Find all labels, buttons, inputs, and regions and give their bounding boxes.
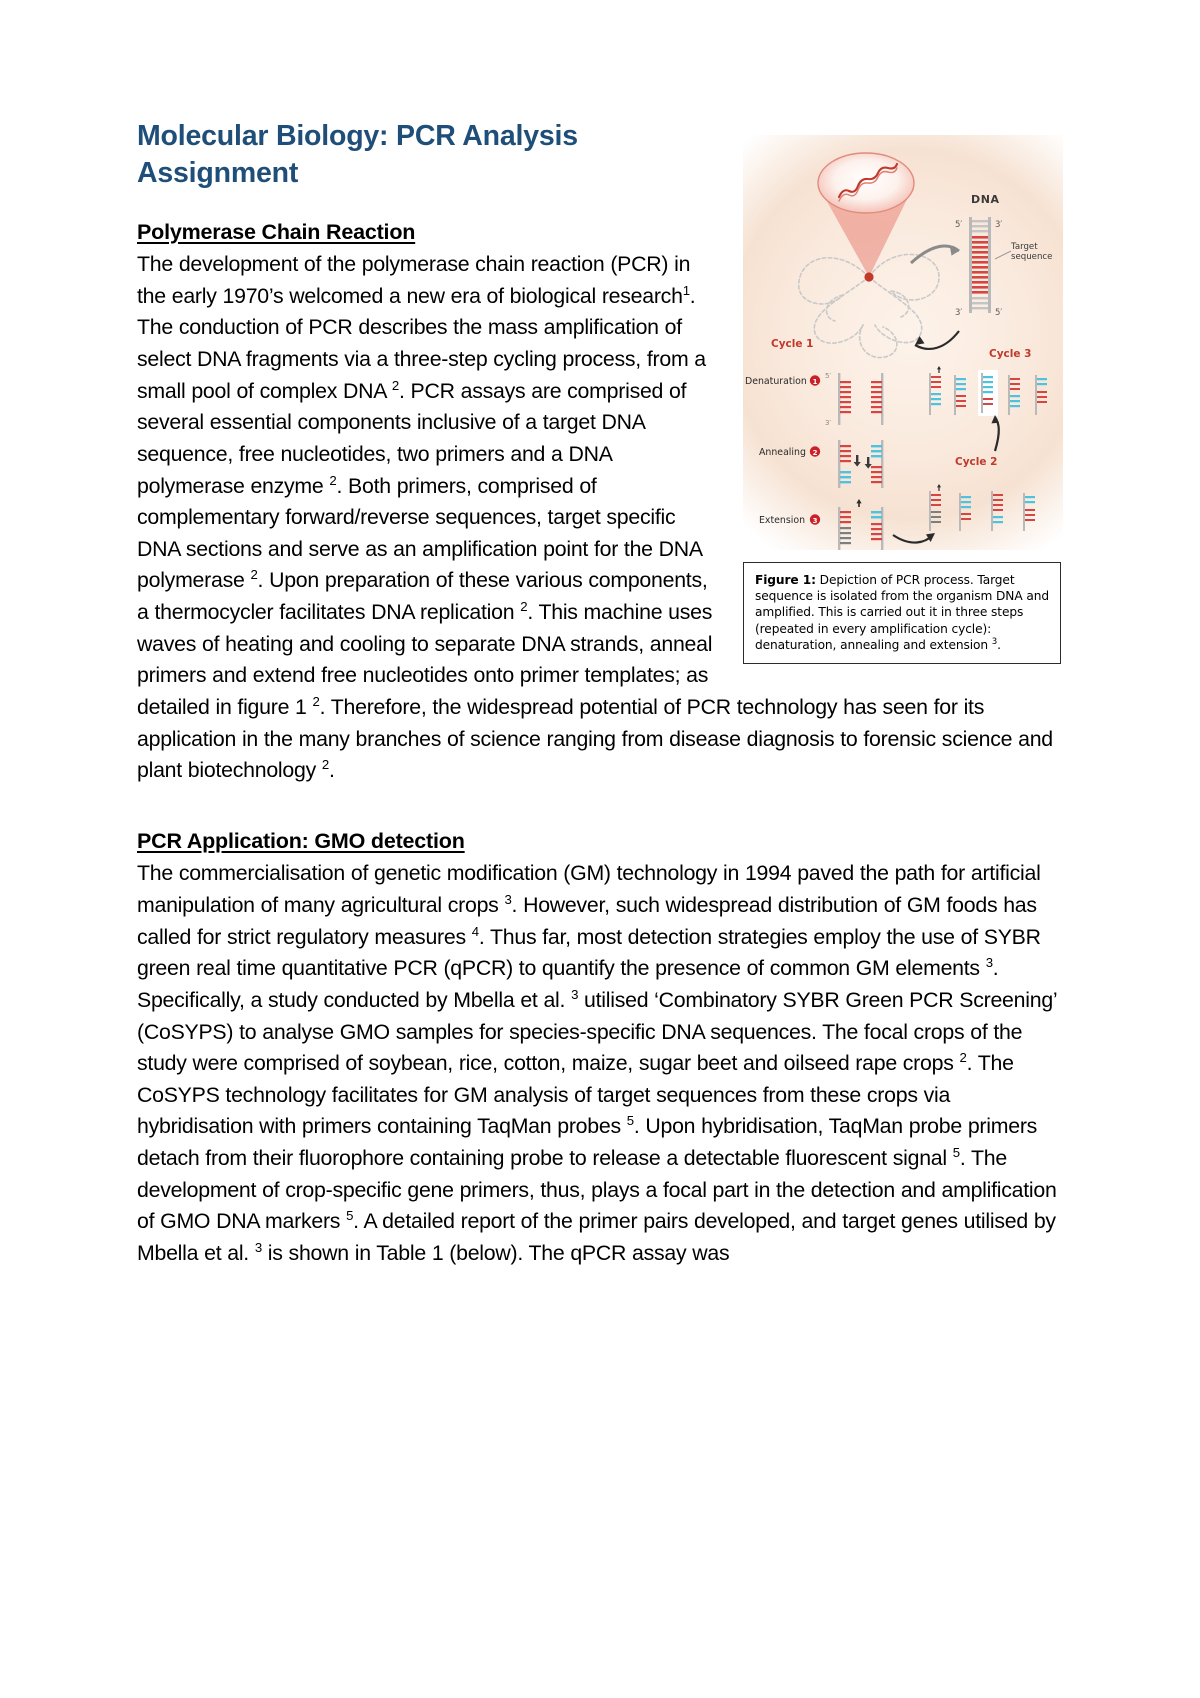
figure-caption-citation: 3 <box>991 636 998 647</box>
citation-marker: 5 <box>346 1208 354 1224</box>
citation-marker: 3 <box>985 955 993 971</box>
svg-text:Annealing: Annealing <box>759 447 806 458</box>
citation-marker: 2 <box>959 1050 967 1066</box>
svg-text:2: 2 <box>812 448 818 457</box>
pcr-process-diagram <box>743 135 1063 550</box>
figure-1 <box>743 135 1063 664</box>
citation-marker: 2 <box>312 693 320 709</box>
figure-caption: Figure 1: Depiction of PCR process. Target sequence is isolated from the organism DNA and amplified. This is carried out it in three steps (repeated in every amplification cycle): denaturation, annealing and extension $^3$. <box>743 562 1061 664</box>
citation-marker: 3 <box>254 1239 262 1255</box>
section-heading-polymerase-chain-reaction: Polymerase Chain Reaction <box>137 219 416 244</box>
citation-marker: 2 <box>391 377 399 393</box>
svg-text:Cycle 3: Cycle 3 <box>989 348 1032 360</box>
svg-text:sequence: sequence <box>1011 252 1053 262</box>
svg-text:Extension: Extension <box>759 515 806 526</box>
svg-text:Cycle 2: Cycle 2 <box>955 456 998 468</box>
citation-marker: 2 <box>321 757 329 773</box>
figure-caption-text: Depiction of PCR process. Target sequence is isolated from the organism DNA and amplified. This is carried out it in three steps (repeated in every amplification cycle): denaturation, annealing and extension <box>755 573 1049 652</box>
svg-text:Denaturation: Denaturation <box>745 376 807 387</box>
figure-caption-label: Figure 1: <box>755 573 816 587</box>
citation-marker: 3 <box>504 891 512 907</box>
section-heading-pcr-application-gmo-detection: PCR Application: GMO detection <box>137 828 465 853</box>
citation-marker: 2 <box>250 567 258 583</box>
page-title: Molecular Biology: PCR Analysis Assignment <box>137 120 578 189</box>
citation-marker: 3 <box>571 986 579 1002</box>
svg-text:3: 3 <box>812 516 818 525</box>
citation-marker: 1 <box>682 282 690 298</box>
svg-text:5′: 5′ <box>955 220 963 230</box>
svg-text:1: 1 <box>812 377 818 386</box>
section-body-polymerase-chain-reaction: The development of the polymerase chain reaction (PCR) in the early 1970’s welcomed a new era of biological research$^1$. The conduction of PCR describes the mass amplification of select DNA fragments via a three-step cycling process, from a small pool of complex DNA $^2$. PCR assays are comprised of several essential components inclusive of a target DNA sequence, free nucleotides, two primers and a DNA polymerase enzyme $^2$. Both primers, comprised of complementary forward/reverse sequences, target specific DNA sections and serve as an amplification point for the DNA polymerase $^2$. Upon preparation of these various components, a thermocycler facilitates DNA replication $^2$. This machine uses waves of heating and cooling to separate DNA strands, anneal primers and extend free nucleotides onto primer templates; as detailed in figure 1 $^2$. Therefore, the widespread potential of PCR technology has seen for its application in the many branches of science ranging from disease diagnosis to forensic science and plant biotechnology $^2$. <box>137 252 1053 783</box>
svg-text:5′: 5′ <box>825 372 832 380</box>
citation-marker: 4 <box>471 923 479 939</box>
section-body-pcr-application-gmo-detection: The commercialisation of genetic modification (GM) technology in 1994 paved the path for artificial manipulation of many agricultural crops $^3$. However, such widespread distribution of GM foods has called for strict regulatory measures $^4$. Thus far, most detection strategies employ the use of SYBR green real time quantitative PCR (qPCR) to quantify the presence of common GM elements $^3$. Specifically, a study conducted by Mbella et al. $^3$ utilised ‘Combinatory SYBR Green PCR Screening’ (CoSYPS) to analyse GMO samples for species-specific DNA sequences. The focal crops of the study were comprised of soybean, rice, cotton, maize, sugar beet and oilseed rape crops $^2$. The CoSYPS technology facilitates for GM analysis of target sequences from these crops via hybridisation with primers containing TaqMan probes $^5$. Upon hybridisation, TaqMan probe primers detach from their fluorophore containing probe to release a detectable fluorescent signal $^5$. The development of crop-specific gene primers, thus, plays a focal part in the detection and amplification of GMO DNA markers $^5$. A detailed report of the primer pairs developed, and target genes utilised by Mbella et al. $^3$ is shown in Table 1 (below). The qPCR assay was <box>137 861 1057 1265</box>
svg-text:Cycle 1: Cycle 1 <box>771 338 814 350</box>
svg-text:5′: 5′ <box>995 308 1003 318</box>
svg-text:3′: 3′ <box>825 419 832 427</box>
svg-text:3′: 3′ <box>995 220 1003 230</box>
citation-marker: 2 <box>329 472 337 488</box>
svg-text:DNA: DNA <box>971 193 1000 206</box>
citation-marker: 5 <box>626 1113 634 1129</box>
citation-marker: 5 <box>952 1144 960 1160</box>
svg-text:Target: Target <box>1011 242 1038 252</box>
citation-marker: 2 <box>520 598 528 614</box>
svg-text:3′: 3′ <box>955 308 963 318</box>
